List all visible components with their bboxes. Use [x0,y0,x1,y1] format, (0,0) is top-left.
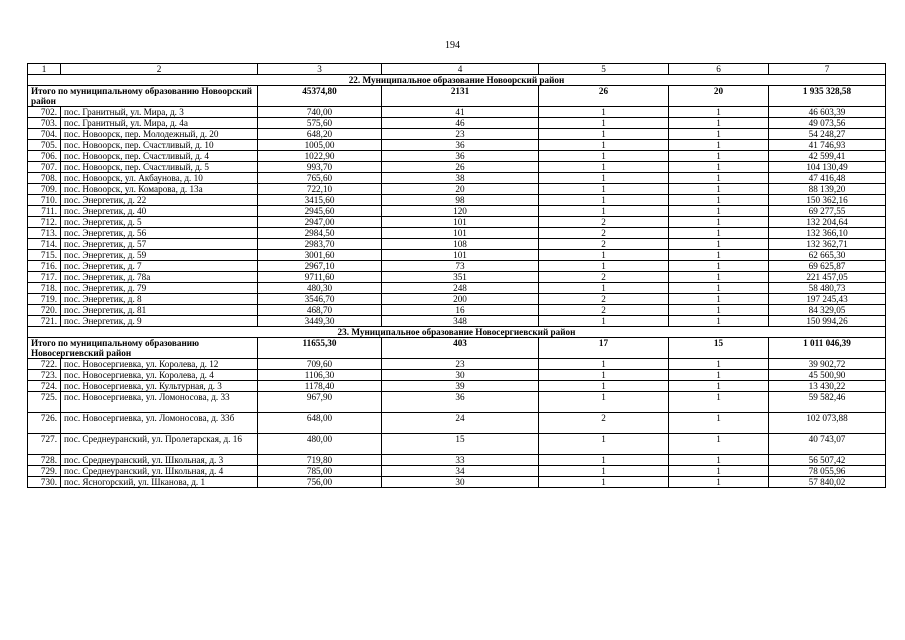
row-area: 648,00 [258,413,382,434]
row-address: пос. Энергетик, д. 7 [61,261,258,272]
row-col6: 1 [669,434,769,455]
row-col4: 16 [382,305,539,316]
row-number: 712. [28,217,61,228]
row-area: 2945,60 [258,206,382,217]
table-row [28,381,886,392]
table-row [28,129,886,140]
row-number: 729. [28,466,61,477]
table-row [28,413,886,434]
row-col5: 1 [539,129,669,140]
row-col6: 1 [669,455,769,466]
row-col6: 1 [669,381,769,392]
row-number: 710. [28,195,61,206]
table-row [28,283,886,294]
row-cost: 69 277,55 [769,206,886,217]
total-col6: 15 [669,338,769,359]
row-cost: 69 625,87 [769,261,886,272]
row-col6: 1 [669,239,769,250]
row-cost: 47 416,48 [769,173,886,184]
section-total-row [28,86,886,107]
table-row [28,107,886,118]
row-col4: 36 [382,392,539,413]
table-row [28,434,886,455]
row-address: пос. Энергетик, д. 8 [61,294,258,305]
row-col6: 1 [669,206,769,217]
row-col4: 15 [382,434,539,455]
table-row [28,466,886,477]
row-col5: 1 [539,381,669,392]
row-col5: 2 [539,294,669,305]
row-number: 717. [28,272,61,283]
row-address: пос. Новоорск, пер. Молодежный, д. 20 [61,129,258,140]
row-address: пос. Новосергиевка, ул. Ломоносова, д. 33 [61,392,258,413]
row-col5: 1 [539,107,669,118]
row-cost: 58 480,73 [769,283,886,294]
row-cost: 41 746,93 [769,140,886,151]
column-header: 1 [28,64,61,75]
row-col5: 1 [539,477,669,488]
total-col4: 2131 [382,86,539,107]
section-heading-row [28,327,886,338]
row-col4: 101 [382,217,539,228]
row-col4: 38 [382,173,539,184]
row-col4: 39 [382,381,539,392]
row-number: 726. [28,413,61,434]
row-cost: 88 139,20 [769,184,886,195]
row-col5: 1 [539,359,669,370]
row-col6: 1 [669,359,769,370]
row-col6: 1 [669,466,769,477]
row-address: пос. Ясногорский, ул. Шканова, д. 1 [61,477,258,488]
row-col4: 36 [382,151,539,162]
row-col5: 1 [539,392,669,413]
row-address: пос. Энергетик, д. 79 [61,283,258,294]
row-number: 702. [28,107,61,118]
row-address: пос. Энергетик, д. 59 [61,250,258,261]
row-col5: 2 [539,272,669,283]
row-col4: 98 [382,195,539,206]
table-row [28,118,886,129]
table-row [28,162,886,173]
row-col5: 1 [539,370,669,381]
row-area: 575,60 [258,118,382,129]
row-col5: 1 [539,250,669,261]
table-row [28,370,886,381]
row-number: 705. [28,140,61,151]
row-address: пос. Новоорск, ул. Акбаунова, д. 10 [61,173,258,184]
row-area: 765,60 [258,173,382,184]
row-area: 3546,70 [258,294,382,305]
table-row [28,477,886,488]
row-col4: 20 [382,184,539,195]
row-cost: 150 994,26 [769,316,886,327]
row-number: 707. [28,162,61,173]
table-row [28,305,886,316]
row-col5: 1 [539,173,669,184]
table-row [28,359,886,370]
row-col4: 36 [382,140,539,151]
row-area: 993,70 [258,162,382,173]
total-cost: 1 011 046,39 [769,338,886,359]
registry-table [27,63,886,488]
row-number: 725. [28,392,61,413]
row-col5: 1 [539,206,669,217]
row-col5: 2 [539,413,669,434]
row-number: 718. [28,283,61,294]
table-row [28,195,886,206]
row-col5: 1 [539,162,669,173]
column-header: 3 [258,64,382,75]
row-col4: 24 [382,413,539,434]
row-number: 719. [28,294,61,305]
row-address: пос. Среднеуранский, ул. Школьная, д. 4 [61,466,258,477]
row-address: пос. Энергетик, д. 56 [61,228,258,239]
row-col4: 101 [382,228,539,239]
row-col4: 108 [382,239,539,250]
row-number: 721. [28,316,61,327]
row-col4: 34 [382,466,539,477]
table-row [28,250,886,261]
row-address: пос. Энергетик, д. 22 [61,195,258,206]
row-col4: 41 [382,107,539,118]
row-area: 722,10 [258,184,382,195]
row-area: 756,00 [258,477,382,488]
row-col6: 1 [669,283,769,294]
row-col4: 73 [382,261,539,272]
row-cost: 197 245,43 [769,294,886,305]
row-cost: 59 582,46 [769,392,886,413]
row-area: 3001,60 [258,250,382,261]
row-col5: 1 [539,455,669,466]
column-header: 7 [769,64,886,75]
row-col4: 23 [382,359,539,370]
row-number: 727. [28,434,61,455]
row-address: пос. Новосергиевка, ул. Королева, д. 12 [61,359,258,370]
row-col5: 1 [539,118,669,129]
table-row [28,392,886,413]
row-col4: 30 [382,370,539,381]
row-area: 9711,60 [258,272,382,283]
row-cost: 40 743,07 [769,434,886,455]
row-area: 480,30 [258,283,382,294]
row-col6: 1 [669,217,769,228]
row-address: пос. Среднеуранский, ул. Школьная, д. 3 [61,455,258,466]
row-cost: 56 507,42 [769,455,886,466]
row-number: 711. [28,206,61,217]
row-number: 720. [28,305,61,316]
row-address: пос. Энергетик, д. 5 [61,217,258,228]
row-col6: 1 [669,129,769,140]
table-row [28,294,886,305]
row-col4: 46 [382,118,539,129]
row-address: пос. Новоорск, ул. Комарова, д. 13а [61,184,258,195]
row-address: пос. Новосергиевка, ул. Ломоносова, д. 33б [61,413,258,434]
row-col6: 1 [669,140,769,151]
table-row [28,217,886,228]
row-col4: 348 [382,316,539,327]
row-number: 708. [28,173,61,184]
row-number: 715. [28,250,61,261]
row-col6: 1 [669,151,769,162]
row-col5: 1 [539,151,669,162]
row-col4: 101 [382,250,539,261]
row-number: 728. [28,455,61,466]
row-col6: 1 [669,162,769,173]
page-number: 194 [445,40,460,51]
row-area: 2983,70 [258,239,382,250]
table-row [28,228,886,239]
row-number: 714. [28,239,61,250]
row-col5: 1 [539,283,669,294]
row-address: пос. Энергетик, д. 57 [61,239,258,250]
table-row [28,140,886,151]
row-area: 785,00 [258,466,382,477]
row-cost: 57 840,02 [769,477,886,488]
row-area: 480,00 [258,434,382,455]
row-col6: 1 [669,370,769,381]
row-address: пос. Новосергиевка, ул. Королева, д. 4 [61,370,258,381]
row-area: 740,00 [258,107,382,118]
row-area: 719,80 [258,455,382,466]
row-cost: 132 204,64 [769,217,886,228]
total-area: 11655,30 [258,338,382,359]
row-cost: 49 073,56 [769,118,886,129]
row-cost: 62 665,30 [769,250,886,261]
row-col6: 1 [669,173,769,184]
row-address: пос. Среднеуранский, ул. Пролетарская, д. 16 [61,434,258,455]
row-cost: 132 366,10 [769,228,886,239]
row-number: 703. [28,118,61,129]
table-row [28,239,886,250]
row-col4: 120 [382,206,539,217]
row-area: 1022,90 [258,151,382,162]
row-area: 3449,30 [258,316,382,327]
total-col4: 403 [382,338,539,359]
row-number: 722. [28,359,61,370]
row-area: 967,90 [258,392,382,413]
total-col5: 17 [539,338,669,359]
row-area: 2947,00 [258,217,382,228]
row-col4: 26 [382,162,539,173]
row-address: пос. Новоорск, пер. Счастливый, д. 10 [61,140,258,151]
row-address: пос. Гранитный, ул. Мира, д. 3 [61,107,258,118]
row-address: пос. Новоорск, пер. Счастливый, д. 5 [61,162,258,173]
row-number: 716. [28,261,61,272]
row-col6: 1 [669,294,769,305]
row-col6: 1 [669,392,769,413]
row-number: 704. [28,129,61,140]
total-col5: 26 [539,86,669,107]
column-header: 4 [382,64,539,75]
row-area: 2967,10 [258,261,382,272]
row-col5: 1 [539,184,669,195]
column-header: 2 [61,64,258,75]
row-col5: 1 [539,195,669,206]
row-cost: 42 599,41 [769,151,886,162]
row-col6: 1 [669,228,769,239]
row-number: 713. [28,228,61,239]
row-col4: 200 [382,294,539,305]
row-col5: 2 [539,228,669,239]
row-area: 468,70 [258,305,382,316]
row-number: 730. [28,477,61,488]
row-area: 1178,40 [258,381,382,392]
row-cost: 39 902,72 [769,359,886,370]
row-cost: 221 457,05 [769,272,886,283]
row-cost: 132 362,71 [769,239,886,250]
row-cost: 45 500,90 [769,370,886,381]
table-row [28,272,886,283]
row-col5: 1 [539,140,669,151]
table-row [28,184,886,195]
row-col4: 33 [382,455,539,466]
row-col6: 1 [669,195,769,206]
row-col5: 1 [539,466,669,477]
row-col6: 1 [669,477,769,488]
row-cost: 104 130,49 [769,162,886,173]
row-col6: 1 [669,250,769,261]
row-cost: 102 073,88 [769,413,886,434]
row-area: 3415,60 [258,195,382,206]
row-col6: 1 [669,184,769,195]
row-col6: 1 [669,261,769,272]
column-header: 5 [539,64,669,75]
column-number-row [28,64,886,75]
total-label: Итого по муниципальному образованию Новоорский район [28,86,258,107]
table-row [28,173,886,184]
row-area: 648,20 [258,129,382,140]
row-col4: 351 [382,272,539,283]
row-col5: 1 [539,261,669,272]
table-row [28,206,886,217]
row-address: пос. Энергетик, д. 78а [61,272,258,283]
section-heading-row [28,75,886,86]
total-col6: 20 [669,86,769,107]
table-row [28,261,886,272]
row-cost: 54 248,27 [769,129,886,140]
row-number: 706. [28,151,61,162]
total-label: Итого по муниципальному образованию Новосергиевский район [28,338,258,359]
row-address: пос. Энергетик, д. 9 [61,316,258,327]
total-cost: 1 935 328,58 [769,86,886,107]
section-title: 22. Муниципальное образование Новоорский район [28,75,886,86]
row-area: 1005,00 [258,140,382,151]
table-row [28,151,886,162]
section-total-row [28,338,886,359]
row-col6: 1 [669,272,769,283]
row-area: 2984,50 [258,228,382,239]
row-col6: 1 [669,107,769,118]
row-col5: 2 [539,239,669,250]
row-col5: 1 [539,434,669,455]
row-cost: 78 055,96 [769,466,886,477]
row-col6: 1 [669,305,769,316]
row-address: пос. Энергетик, д. 81 [61,305,258,316]
row-col4: 30 [382,477,539,488]
total-area: 45374,80 [258,86,382,107]
row-col6: 1 [669,118,769,129]
row-col6: 1 [669,413,769,434]
row-col5: 1 [539,316,669,327]
table-row [28,455,886,466]
row-col4: 248 [382,283,539,294]
section-title: 23. Муниципальное образование Новосергиевский район [28,327,886,338]
column-header: 6 [669,64,769,75]
row-number: 724. [28,381,61,392]
row-col5: 2 [539,217,669,228]
row-area: 709,60 [258,359,382,370]
table-row [28,316,886,327]
row-col6: 1 [669,316,769,327]
row-cost: 46 603,39 [769,107,886,118]
row-address: пос. Гранитный, ул. Мира, д. 4а [61,118,258,129]
row-number: 709. [28,184,61,195]
row-cost: 13 430,22 [769,381,886,392]
row-number: 723. [28,370,61,381]
row-area: 1106,30 [258,370,382,381]
row-address: пос. Энергетик, д. 40 [61,206,258,217]
row-col4: 23 [382,129,539,140]
row-cost: 84 329,05 [769,305,886,316]
row-address: пос. Новоорск, пер. Счастливый, д. 4 [61,151,258,162]
row-cost: 150 362,16 [769,195,886,206]
row-address: пос. Новосергиевка, ул. Культурная, д. 3 [61,381,258,392]
row-col5: 2 [539,305,669,316]
